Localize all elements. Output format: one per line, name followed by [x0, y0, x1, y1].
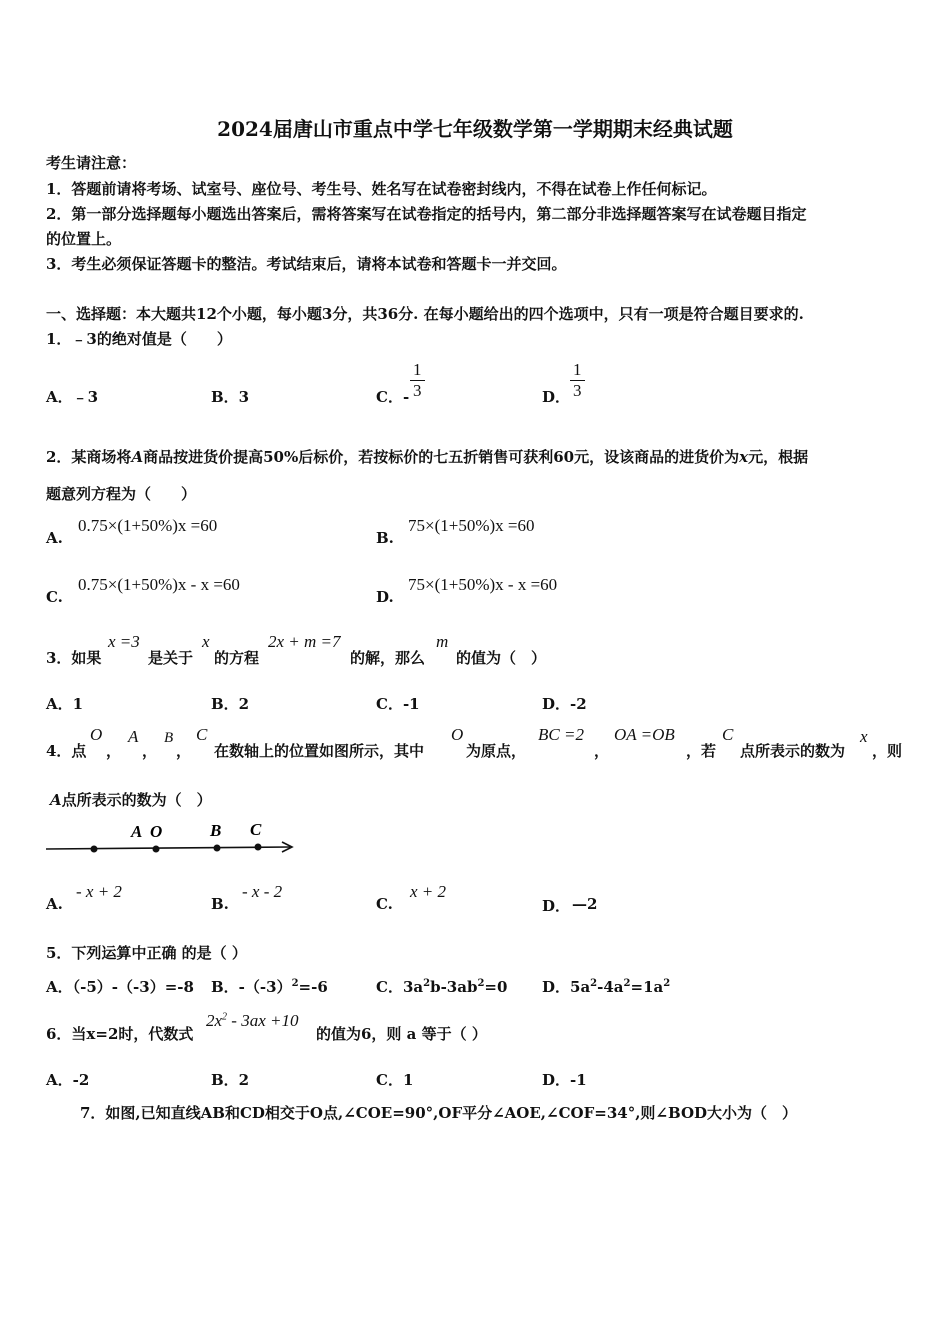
q3-math-x-equals-3: x =3 — [108, 632, 140, 651]
q3-part2: 是关于 — [148, 649, 194, 667]
q6-expression — [206, 1011, 298, 1031]
q4-math-b: B — [164, 730, 174, 746]
q5-option-c-sup1: 2 — [423, 978, 431, 989]
fraction-denominator: 3 — [573, 381, 582, 400]
q6-expression-post: - 3ax +10 — [227, 1011, 299, 1030]
axis-point-o — [153, 846, 160, 853]
q1-option-d-fraction — [570, 360, 585, 401]
q4-math-o-origin: O — [451, 725, 464, 744]
q6-option-d: D．-1 — [542, 1071, 587, 1089]
q2-option-c: 0.75×(1+50%)x - x =60 — [78, 575, 240, 594]
q3-math-x: x — [202, 632, 210, 651]
q4-math-a: A — [128, 727, 139, 746]
q2-option-b: 75×(1+50%)x =60 — [408, 516, 535, 535]
q3-part5: 的值为（ ） — [456, 649, 547, 667]
notice-item-2: 2．第一部分选择题每小题选出答案后，需将答案写在试卷指定的括号内，第二部分非选择题答案写在试卷题目指定 — [46, 205, 807, 223]
q3-part4: 的解，那么 — [350, 649, 426, 667]
q4-label-b: B. — [211, 895, 229, 913]
q5-option-c-sup2: 2 — [477, 978, 485, 989]
q4-part2: 在数轴上的位置如图所示，其中 — [214, 742, 425, 760]
q3-option-b: B．2 — [211, 695, 250, 713]
page-title: 2024届唐山市重点中学七年级数学第一学期期末经典试题 — [217, 117, 733, 141]
q1-option-b: B．3 — [211, 388, 250, 406]
q1-option-a: A．﹣3 — [46, 388, 99, 406]
q6-option-b: B．2 — [211, 1071, 250, 1089]
q4-part4: ，若 — [686, 742, 717, 760]
q3-option-d: D．-2 — [542, 695, 587, 713]
q4-part5: 点所表示的数为 — [740, 742, 846, 760]
axis-line — [46, 847, 290, 849]
q6-option-c: C．1 — [376, 1071, 414, 1089]
q4-comma-4: ， — [594, 742, 610, 760]
q5-option-d-sup2: 2 — [623, 978, 631, 989]
q3-option-a: A．1 — [46, 695, 84, 713]
axis-point-c — [255, 844, 262, 851]
q4-line2-var-a: A — [50, 791, 62, 809]
notice-item-2-cont: 的位置上。 — [46, 230, 122, 248]
q4-option-c: x + 2 — [410, 882, 447, 901]
fraction-denominator: 3 — [413, 381, 422, 400]
q4-comma-1: ， — [106, 742, 122, 760]
q3-math-m: m — [436, 632, 449, 651]
q2-label-a: A. — [46, 529, 63, 547]
q2-stem-var-x: x — [739, 448, 749, 466]
q4-math-oa-ob: OA =OB — [614, 725, 675, 744]
q5-option-d-sup1: 2 — [590, 978, 598, 989]
q4-option-b: - x - 2 — [242, 882, 283, 901]
q5-option-b — [211, 976, 328, 997]
q4-math-c: C — [196, 725, 208, 744]
q3-part1: 3．如果 — [46, 649, 102, 667]
axis-point-a — [91, 846, 98, 853]
q2-stem-part1: 2．某商场将 — [46, 448, 132, 466]
q6-expression-sup: 2 — [222, 1011, 228, 1023]
q5-option-c-post: =0 — [484, 978, 508, 996]
q5-option-d — [542, 976, 670, 997]
q1-stem: 1．﹣3的绝对值是（ ） — [46, 330, 232, 348]
q5-option-d-pre: D．5a — [542, 978, 591, 996]
q4-part3: 为原点， — [466, 742, 527, 760]
q5-option-c — [376, 976, 507, 997]
q5-option-d-sup3: 2 — [663, 978, 671, 989]
q4-comma-3: ， — [176, 742, 192, 760]
axis-label-b: B — [210, 821, 222, 840]
q4-math-o: O — [90, 725, 103, 744]
q2-stem-part2: 商品按进货价提高50%后标价，若按标价的七五折销售可获利60元，设该商品的进货价为 — [143, 448, 740, 466]
q1-option-c-label: C．- — [376, 388, 410, 406]
q2-stem-line2: 题意列方程为（ ） — [46, 485, 197, 503]
q5-stem: 5．下列运算中正确 的是（ ） — [46, 944, 247, 962]
notice-heading: 考生请注意： — [46, 154, 137, 172]
q3-option-c: C．-1 — [376, 695, 420, 713]
q6-part1: 6．当x=2时，代数式 — [46, 1025, 194, 1043]
q4-option-a: - x + 2 — [76, 882, 122, 901]
q1-option-d — [542, 386, 570, 407]
notice-item-1: 1．答题前请将考场、试室号、座位号、考生号、姓名写在试卷密封线内，不得在试卷上作任何标记。 — [46, 180, 717, 198]
q2-label-c: C. — [46, 588, 63, 606]
q4-math-c-2: C — [722, 725, 734, 744]
q4-math-x: x — [860, 727, 868, 746]
q3-part3: 的方程 — [214, 649, 260, 667]
q5-option-a: A．（-5）-（-3）=-8 — [46, 978, 194, 996]
q4-label-c: C. — [376, 895, 393, 913]
fraction-numerator: 1 — [410, 360, 425, 381]
q6-option-a: A．-2 — [46, 1071, 90, 1089]
q4-math-bc: BC =2 — [538, 725, 584, 744]
q4-label-a: A. — [46, 895, 63, 913]
q6-expression-pre: 2x — [206, 1011, 223, 1030]
q2-option-d: 75×(1+50%)x - x =60 — [408, 575, 558, 594]
q1-option-d-label: D． — [542, 388, 571, 406]
q1-option-c — [376, 386, 409, 407]
q6-part2: 的值为6，则 a 等于（ ） — [316, 1025, 487, 1043]
q2-stem-part3: 元，根据 — [748, 448, 809, 466]
q2-stem — [46, 446, 808, 467]
q4-line2 — [50, 789, 212, 810]
q1-option-c-fraction — [410, 360, 425, 401]
q4-part6: ，则 — [872, 742, 903, 760]
q4-comma-2: ， — [142, 742, 158, 760]
axis-label-c: C — [250, 820, 262, 839]
q4-line2-text: 点所表示的数为（ ） — [61, 791, 212, 809]
q5-option-d-post: =1a — [630, 978, 664, 996]
axis-point-b — [214, 845, 221, 852]
q5-option-b-pre: B．-（-3） — [211, 978, 292, 996]
section-heading: 一、选择题：本大题共12个小题，每小题3分，共36分. 在每小题给出的四个选项中，只有一项是符合题目要求的. — [46, 305, 804, 323]
q4-part1: 4．点 — [46, 742, 87, 760]
q4-label-d: D． — [542, 897, 571, 915]
number-line-figure — [44, 818, 300, 860]
q5-option-c-mid: b-3ab — [430, 978, 478, 996]
q3-math-equation: 2x + m =7 — [268, 632, 341, 651]
q2-label-d: D. — [376, 588, 394, 606]
q5-option-b-post: =-6 — [298, 978, 328, 996]
q2-label-b: B. — [376, 529, 394, 547]
q4-option-d: —2 — [572, 895, 598, 913]
q5-option-b-sup: 2 — [291, 978, 299, 989]
axis-label-o: O — [150, 822, 163, 841]
q2-stem-var-a: A — [131, 448, 144, 466]
q7-stem: 7．如图,已知直线AB和CD相交于O点,∠COE=90°,OF平分∠AOE,∠COF=34°,则∠BOD大小为（ ） — [80, 1104, 798, 1122]
notice-item-3: 3．考生必须保证答题卡的整洁。考试结束后，请将本试卷和答题卡一并交回。 — [46, 255, 567, 273]
q2-option-a: 0.75×(1+50%)x =60 — [78, 516, 218, 535]
fraction-numerator: 1 — [570, 360, 585, 381]
axis-label-a: A — [131, 822, 143, 841]
q5-option-c-pre: C．3a — [376, 978, 424, 996]
q5-option-d-mid: -4a — [597, 978, 624, 996]
